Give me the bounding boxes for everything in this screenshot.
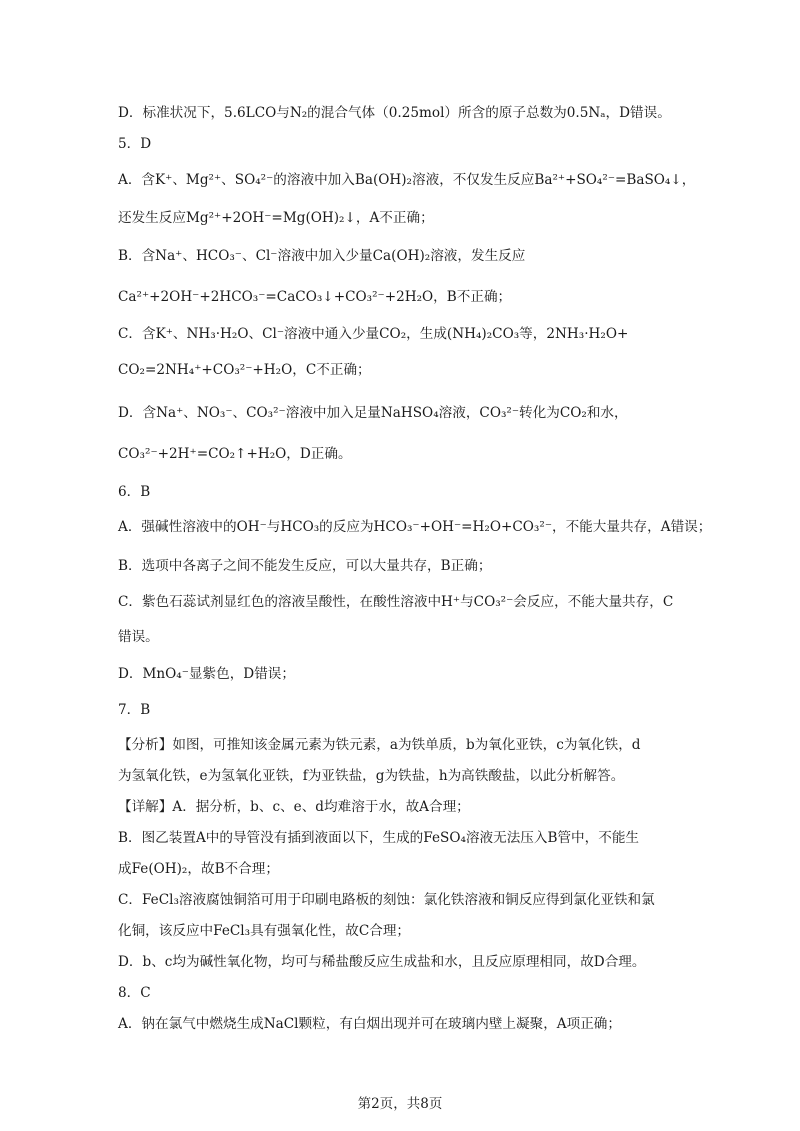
paragraph-line: C．紫色石蕊试剂显红色的溶液呈酸性，在酸性溶液中H⁺与CO₃²⁻会反应，不能大量共存，C xyxy=(118,594,674,610)
page-footer: 第2页，共8页 xyxy=(357,1096,443,1112)
paragraph-line: 还发生反应Mg²⁺+2OH⁻=Mg(OH)₂↓，A不正确； xyxy=(118,210,434,226)
paragraph-line: D．MnO₄⁻显紫色，D错误； xyxy=(118,666,295,682)
paragraph-line: C．FeCl₃溶液腐蚀铜箔可用于印刷电路板的刻蚀：氯化铁溶液和铜反应得到氯化亚铁和氯 xyxy=(118,892,655,908)
paragraph-line: D．标准状况下，5.6LCO与N₂的混合气体（0.25mol）所含的原子总数为0.5Nₐ，D错误。 xyxy=(118,105,671,121)
paragraph-line: 错误。 xyxy=(118,629,159,645)
paragraph-line: B．含Na⁺、HCO₃⁻、Cl⁻溶液中加入少量Ca(OH)₂溶液，发生反应 xyxy=(118,248,526,264)
paragraph-line: A．钠在氯气中燃烧生成NaCl颗粒，有白烟出现并可在玻璃内壁上凝聚，A项正确； xyxy=(118,1016,621,1032)
question-number: 7．B xyxy=(118,702,151,718)
analysis-line: 【分析】如图，可推知该金属元素为铁元素，a为铁单质，b为氧化亚铁，c为氧化铁，d xyxy=(118,737,641,753)
detail-line: 【详解】A．据分析，b、c、e、d均难溶于水，故A合理； xyxy=(118,799,470,815)
analysis-line: 为氢氧化铁，e为氢氧化亚铁，f为亚铁盐，g为铁盐，h为高铁酸盐，以此分析解答。 xyxy=(118,768,625,784)
question-number: 5．D xyxy=(118,136,152,152)
paragraph-line: B．选项中各离子之间不能发生反应，可以大量共存，B正确； xyxy=(118,558,492,574)
paragraph-line: D．b、c均为碱性氧化物，均可与稀盐酸反应生成盐和水，且反应原理相同，故D合理。 xyxy=(118,954,646,970)
question-number: 6．B xyxy=(118,484,151,500)
paragraph-line: D．含Na⁺、NO₃⁻、CO₃²⁻溶液中加入足量NaHSO₄溶液，CO₃²⁻转化为CO₂和水， xyxy=(118,405,628,421)
paragraph-line: A．含K⁺、Mg²⁺、SO₄²⁻的溶液中加入Ba(OH)₂溶液，不仅发生反应Ba²⁺+SO₄²⁻=BaSO₄↓， xyxy=(118,172,696,188)
paragraph-line: CO₂=2NH₄⁺+CO₃²⁻+H₂O，C不正确； xyxy=(118,362,371,378)
paragraph-line: C．含K⁺、NH₃·H₂O、Cl⁻溶液中通入少量CO₂，生成(NH₄)₂CO₃等，2NH₃·H₂O+ xyxy=(118,326,629,342)
paragraph-line: B．图乙装置A中的导管没有插到液面以下，生成的FeSO₄溶液无法压入B管中，不能生 xyxy=(118,830,640,846)
question-number: 8．C xyxy=(118,985,151,1001)
paragraph-line: A．强碱性溶液中的OH⁻与HCO₃的反应为HCO₃⁻+OH⁻=H₂O+CO₃²⁻，不能大量共存，A错误； xyxy=(118,519,712,535)
equation-line: CO₃²⁻+2H⁺=CO₂↑+H₂O，D正确。 xyxy=(118,446,352,462)
paragraph-line: 成Fe(OH)₂，故B不合理； xyxy=(118,861,279,877)
paragraph-line: 化铜，该反应中FeCl₃具有强氧化性，故C合理； xyxy=(118,923,411,939)
equation-line: Ca²⁺+2OH⁻+2HCO₃⁻=CaCO₃↓+CO₃²⁻+2H₂O，B不正确； xyxy=(118,289,512,305)
